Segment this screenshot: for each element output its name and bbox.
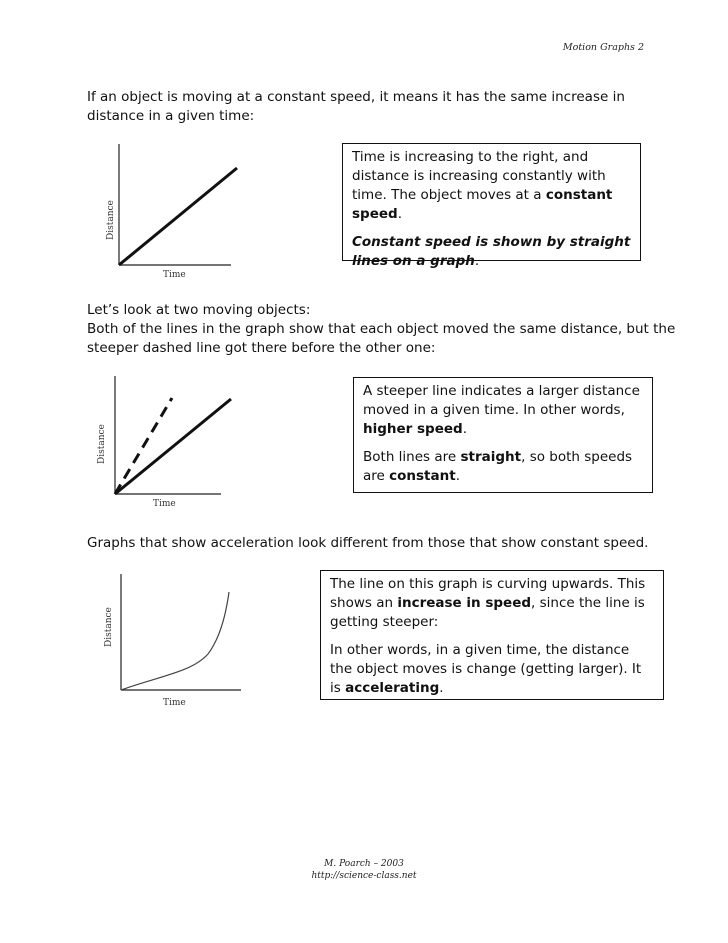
section1-intro-line2: distance in a given time: (87, 108, 255, 124)
acceleration-curve (121, 592, 229, 690)
section1-intro (87, 88, 625, 126)
footer-author: M. Poarch – 2003 (324, 859, 404, 869)
box2-paragraph1: A steeper line indicates a larger distance moved in a given time. In other words, higher speed. (363, 383, 640, 437)
y-axis-label: Distance (97, 424, 107, 464)
straight-lines-statement: Constant speed is shown by straight lines on a graph (352, 234, 631, 269)
accelerating-term: accelerating (345, 680, 440, 696)
box1-paragraph1: Time is increasing to the right, and distance is increasing constantly with time. The object moves at a constant speed. (352, 149, 613, 222)
constant-term: constant (389, 468, 456, 484)
info-box-constant-speed (342, 143, 641, 269)
page-footer (0, 858, 728, 882)
constant-speed-graph (100, 140, 240, 280)
section2-intro (87, 301, 675, 358)
increase-in-speed-term: increase in speed (397, 595, 532, 611)
solid-line (115, 399, 231, 494)
section2-line1: Let’s look at two moving objects: (87, 302, 311, 318)
straight-term: straight (460, 449, 522, 465)
box3-paragraph2: In other words, in a given time, the distance the object moves is change (getting larger). It is accelerating. (330, 642, 642, 696)
x-axis-label: Time (163, 270, 186, 280)
higher-speed-term: higher speed (363, 421, 463, 437)
x-axis-label: Time (163, 698, 186, 708)
footer-url: http://science-class.net (311, 871, 417, 881)
section3-line1: Graphs that show acceleration look different from those that show constant speed. (87, 535, 649, 551)
page-header: Motion Graphs 2 (562, 42, 644, 53)
section2-line3: steeper dashed line got there before the other one: (87, 340, 436, 356)
info-box-acceleration (320, 570, 664, 700)
box3-paragraph1: The line on this graph is curving upwards. This shows an increase in speed, since the line is getting steeper: (330, 576, 646, 630)
constant-speed-line (119, 168, 237, 265)
acceleration-graph (100, 570, 245, 710)
x-axis-label: Time (153, 499, 176, 509)
section2-line2: Both of the lines in the graph show that each object moved the same distance, but the (87, 321, 676, 337)
constant-speed-term: constant speed (352, 187, 613, 222)
section3-intro (87, 534, 648, 553)
dashed-steeper-line (115, 398, 172, 494)
y-axis-label: Distance (106, 200, 116, 240)
box2-paragraph2: Both lines are straight, so both speeds are constant. (363, 449, 633, 484)
section1-intro-line1: If an object is moving at a constant speed, it means it has the same increase in (87, 89, 625, 105)
info-box-steeper-line (353, 377, 653, 493)
two-objects-graph (96, 372, 246, 512)
y-axis-label: Distance (104, 607, 114, 647)
box1-paragraph2: Constant speed is shown by straight lines on a graph. (352, 234, 631, 269)
